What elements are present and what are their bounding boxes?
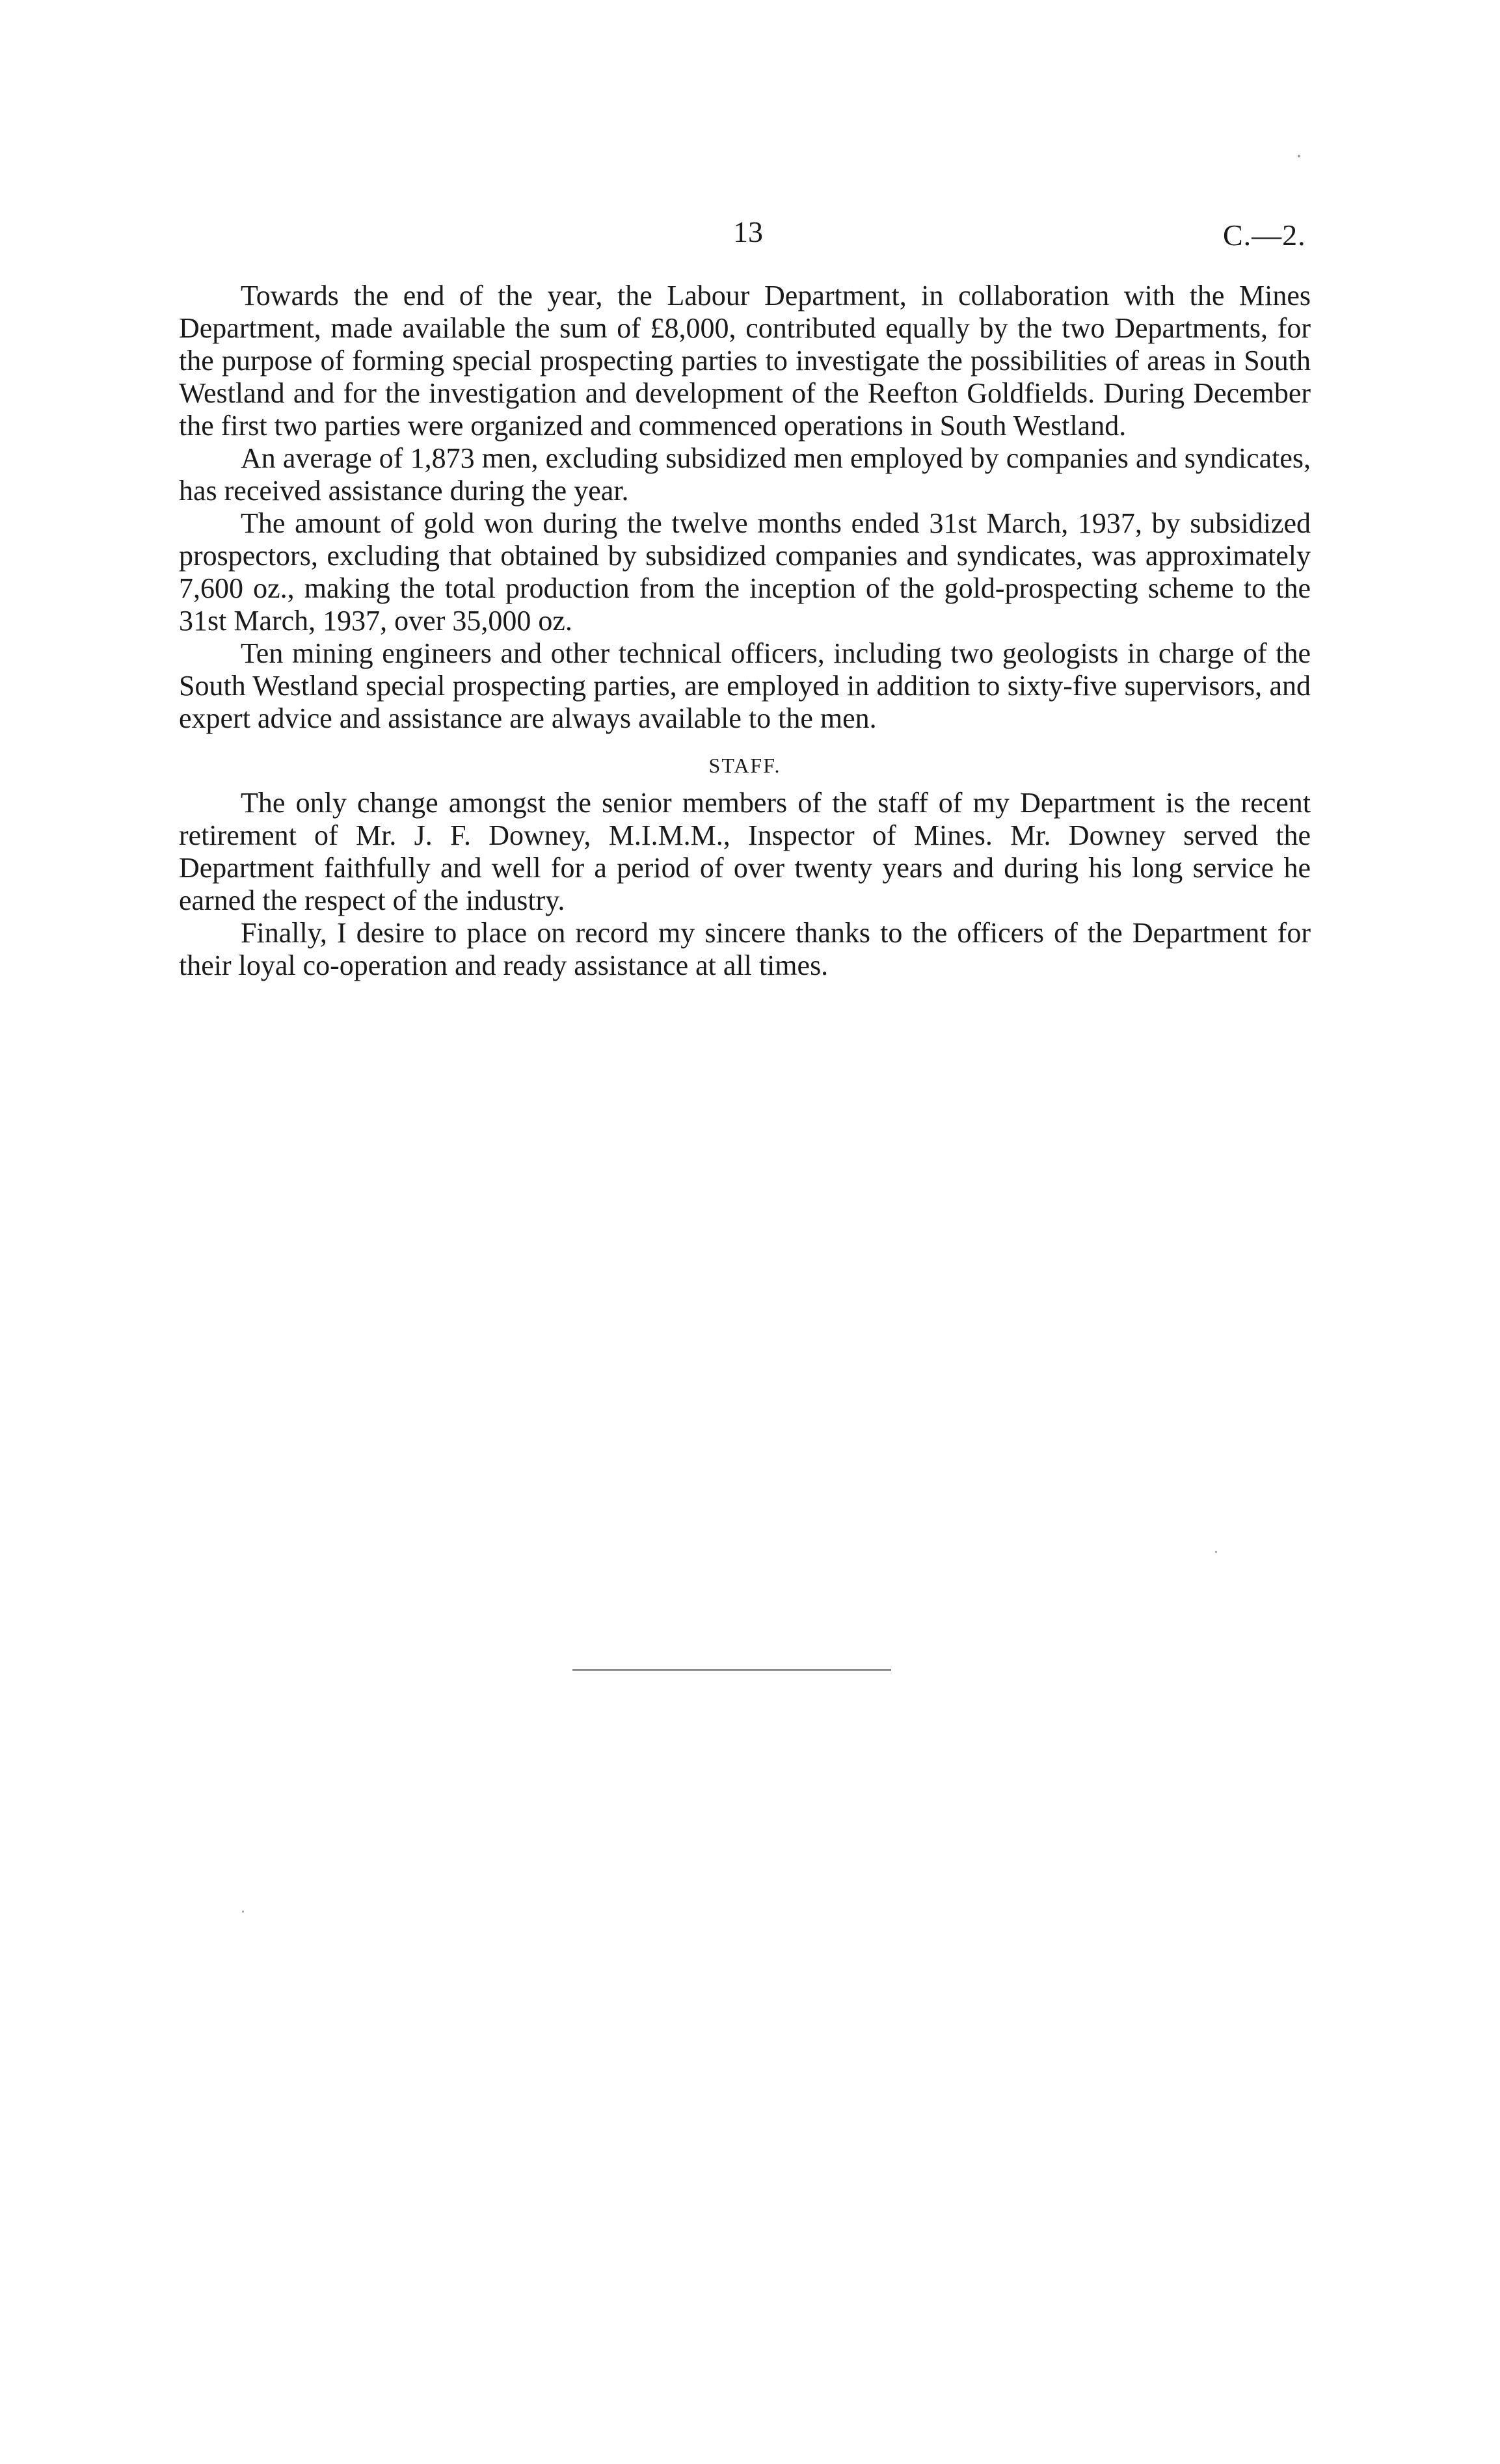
body-text [179,280,1311,982]
paragraph-staff-change: The only change amongst the senior members of the staff of my Department is the recent retirement of Mr. J. F. Downey, M.I.M.M., Inspector of Mines. Mr. Downey served the Department faithfully and well for a period of over twenty years and during his long service he earned the respect of the industry. [179,787,1311,916]
scan-speck [242,1911,244,1913]
scan-speck [1215,1551,1217,1553]
paragraph-special-prospecting: Towards the end of the year, the Labour Department, in collaboration with the Mines Department, made available the sum of £8,000, contributed equally by the two Departments, for the purpose of forming special prospecting parties to investigate the possibilities of areas in South Westland and for the investigation and development of the Reefton Goldfields. During December the first two parties were organized and commenced operations in South Westland. [179,280,1311,442]
paragraph-closing-thanks: Finally, I desire to place on record my sincere thanks to the officers of the Department for their loyal co-operation and ready assistance at all times. [179,917,1311,981]
end-rule [572,1669,891,1671]
paragraph-average-men: An average of 1,873 men, excluding subsidized men employed by companies and syndicates, has received assistance during the year. [179,442,1311,507]
paragraph-technical-officers: Ten mining engineers and other technical officers, including two geologists in charge of the South Westland special prospecting parties, are employed in addition to sixty-five supervisors, and expert advice and assistance are always available to the men. [179,637,1311,734]
page-number: 13 [733,215,763,248]
section-heading-staff: STAFF. [708,754,781,777]
scan-speck [1298,155,1300,157]
document-code: C.—2. [1223,219,1306,252]
paragraph-gold-won: The amount of gold won during the twelve months ended 31st March, 1937, by subsidized prospectors, excluding that obtained by subsidized companies and syndicates, was approximately 7,600 oz., making the total production from the inception of the gold-prospecting scheme to the 31st March, 1937, over 35,000 oz. [179,507,1311,637]
